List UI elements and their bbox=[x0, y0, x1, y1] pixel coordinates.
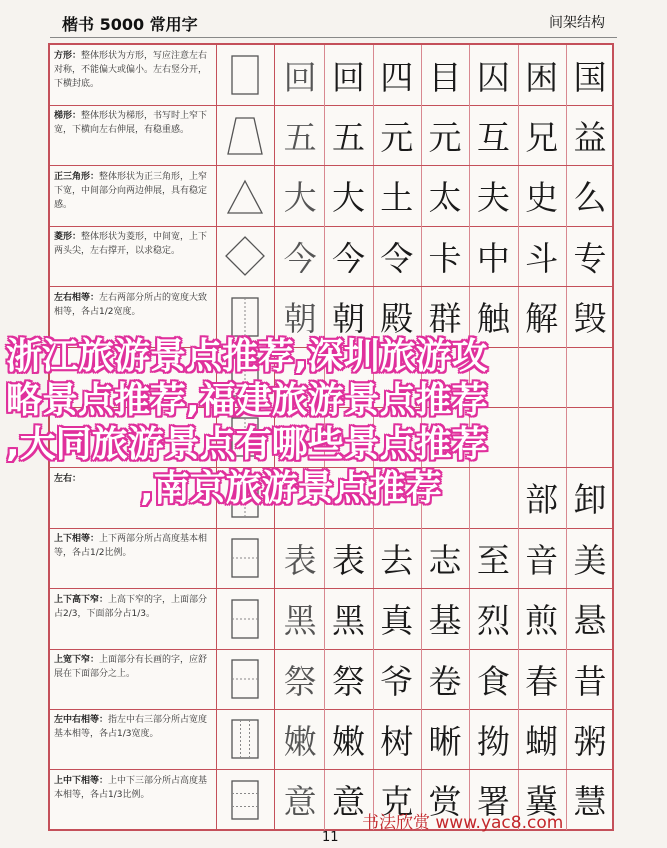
char-cell: 朝 bbox=[283, 299, 317, 339]
grid-row bbox=[50, 528, 612, 589]
overlay-line-4: ,南京旅游景点推荐 bbox=[140, 468, 442, 509]
diamond-shape-icon bbox=[220, 231, 270, 281]
row-label: 左右： bbox=[54, 473, 82, 484]
char-cell: 朝 bbox=[331, 299, 365, 339]
column-divider bbox=[274, 649, 275, 709]
row-description bbox=[54, 593, 212, 621]
row-desc-text: 上高下窄的字，上面部分占2/3，下面部分占1/3。 bbox=[54, 594, 208, 619]
row-description bbox=[54, 653, 212, 681]
row-description bbox=[54, 230, 212, 258]
row-desc-text: 整体形状为正三角形，上窄下宽，中间部分向两边伸展，具有稳定感。 bbox=[54, 171, 208, 210]
column-divider bbox=[216, 649, 217, 709]
char-cell: 么 bbox=[573, 178, 607, 218]
split-tb-shape-icon bbox=[220, 594, 270, 644]
char-cell: 殿 bbox=[380, 299, 414, 339]
row-label: 上中下相等： bbox=[54, 775, 109, 786]
char-cell: 黑 bbox=[283, 601, 317, 641]
row-desc-text: 左右两部分所占的宽度大致相等，各占1/2宽度。 bbox=[54, 292, 208, 317]
column-divider bbox=[274, 166, 275, 226]
char-cell: 五 bbox=[283, 117, 317, 157]
char-cell: 回 bbox=[331, 57, 365, 97]
page-header-title: 楷书 5000 常用字 bbox=[62, 15, 198, 34]
row-label: 菱形： bbox=[54, 232, 82, 243]
char-cell: 元 bbox=[428, 117, 462, 157]
row-label: 上下相等： bbox=[54, 534, 100, 545]
column-divider bbox=[274, 770, 275, 830]
column-divider bbox=[216, 226, 217, 286]
char-cell: 意 bbox=[331, 782, 365, 822]
char-cell: 粥 bbox=[573, 721, 607, 761]
char-cell: 互 bbox=[476, 117, 510, 157]
row-description bbox=[54, 170, 212, 212]
row-label: 方形： bbox=[54, 51, 82, 61]
char-cell: 悬 bbox=[573, 601, 607, 641]
char-cell: 元 bbox=[380, 117, 414, 157]
column-divider bbox=[274, 45, 275, 105]
char-cell: 拗 bbox=[476, 721, 510, 761]
column-divider bbox=[216, 770, 217, 830]
char-cell: 四 bbox=[380, 57, 414, 97]
grid-row bbox=[50, 166, 612, 227]
column-divider bbox=[274, 528, 275, 588]
row-label: 正三角形： bbox=[54, 171, 100, 182]
grid-row bbox=[50, 649, 612, 710]
char-cell: 去 bbox=[380, 540, 414, 580]
char-cell: 卸 bbox=[573, 480, 607, 520]
char-cell: 至 bbox=[476, 540, 510, 580]
char-cell: 卷 bbox=[428, 661, 462, 701]
overlay-line-3: ,大同旅游景点有哪些景点推荐 bbox=[6, 424, 488, 465]
char-cell: 五 bbox=[331, 117, 365, 157]
char-cell: 土 bbox=[380, 178, 414, 218]
char-cell: 部 bbox=[525, 480, 559, 520]
char-cell: 真 bbox=[380, 601, 414, 641]
column-divider bbox=[216, 166, 217, 226]
split-tb-shape-icon bbox=[220, 533, 270, 583]
column-divider bbox=[216, 105, 217, 165]
page-number: 11 bbox=[322, 830, 339, 845]
char-cell: 群 bbox=[428, 299, 462, 339]
row-description bbox=[54, 774, 212, 802]
row-desc-text: 上面部分有长画的字，应舒展在下面部分之上。 bbox=[54, 655, 208, 679]
column-divider bbox=[274, 105, 275, 165]
char-cell: 卡 bbox=[428, 238, 462, 278]
overlay-line-1: 浙江旅游景点推荐,深圳旅游攻 bbox=[6, 336, 488, 377]
watermark-text: 书法欣赏 www.yac8.com bbox=[362, 813, 564, 833]
char-cell: 春 bbox=[525, 661, 559, 701]
char-cell: 蝴 bbox=[525, 721, 559, 761]
column-divider bbox=[216, 45, 217, 105]
char-cell: 触 bbox=[476, 299, 510, 339]
char-cell: 克 bbox=[380, 782, 414, 822]
row-desc-text: 整体形状为梯形，书写时上窄下宽，下横向左右伸展，有稳重感。 bbox=[54, 111, 208, 136]
char-cell: 赏 bbox=[428, 782, 462, 822]
char-cell: 祭 bbox=[283, 661, 317, 701]
char-cell: 大 bbox=[283, 178, 317, 218]
char-cell: 慧 bbox=[573, 782, 607, 822]
char-cell: 晰 bbox=[428, 721, 462, 761]
char-cell: 表 bbox=[331, 540, 365, 580]
row-label: 左中右相等： bbox=[54, 715, 109, 726]
grid-row bbox=[50, 709, 612, 770]
char-cell: 大 bbox=[331, 178, 365, 218]
split-3-shape-icon bbox=[220, 714, 270, 764]
grid-row bbox=[50, 45, 612, 106]
split-tb-shape-icon bbox=[220, 654, 270, 704]
char-cell: 囚 bbox=[476, 57, 510, 97]
char-cell: 烈 bbox=[476, 601, 510, 641]
char-cell: 兄 bbox=[525, 117, 559, 157]
char-cell: 目 bbox=[428, 57, 462, 97]
char-cell: 音 bbox=[525, 540, 559, 580]
overlay-headline bbox=[0, 335, 667, 511]
grid-row bbox=[50, 589, 612, 650]
char-cell: 困 bbox=[525, 57, 559, 97]
char-cell: 专 bbox=[573, 238, 607, 278]
column-divider bbox=[274, 589, 275, 649]
char-cell: 爷 bbox=[380, 661, 414, 701]
char-cell: 昔 bbox=[573, 661, 607, 701]
char-cell: 史 bbox=[525, 178, 559, 218]
char-cell: 斗 bbox=[525, 238, 559, 278]
char-cell: 今 bbox=[331, 238, 365, 278]
row-description bbox=[54, 532, 212, 560]
row-label: 上下高下窄： bbox=[54, 594, 109, 605]
row-label: 梯形： bbox=[54, 111, 82, 122]
split-3tb-shape-icon bbox=[220, 775, 270, 825]
grid-row bbox=[50, 226, 612, 287]
grid-row bbox=[50, 105, 612, 166]
row-desc-text: 整体形状为方形，写应注意左右对称，不能偏大或偏小。左右竖分开，下横封底。 bbox=[54, 51, 208, 89]
column-divider bbox=[216, 528, 217, 588]
row-description bbox=[54, 109, 212, 137]
char-cell: 煎 bbox=[525, 601, 559, 641]
char-cell: 美 bbox=[573, 540, 607, 580]
column-divider bbox=[216, 589, 217, 649]
char-cell: 嫩 bbox=[331, 721, 365, 761]
char-cell: 食 bbox=[476, 661, 510, 701]
char-cell: 志 bbox=[428, 540, 462, 580]
char-cell: 今 bbox=[283, 238, 317, 278]
page-header-section: 间架结构 bbox=[549, 15, 605, 31]
char-cell: 表 bbox=[283, 540, 317, 580]
char-cell: 国 bbox=[573, 57, 607, 97]
overlay-line-2: 略景点推荐,福建旅游景点推荐 bbox=[6, 380, 488, 421]
square-shape-icon bbox=[220, 50, 270, 100]
row-description bbox=[54, 49, 212, 91]
row-label: 左右相等： bbox=[54, 292, 100, 303]
row-desc-text: 上下两部分所占高度基本相等，各占1/2比例。 bbox=[54, 534, 208, 559]
char-cell: 冀 bbox=[525, 782, 559, 822]
char-cell: 毁 bbox=[573, 299, 607, 339]
row-desc-text: 上中下三部分所占高度基本相等，各占1/3比例。 bbox=[54, 775, 208, 800]
char-cell: 中 bbox=[476, 238, 510, 278]
column-divider bbox=[274, 226, 275, 286]
trapezoid-shape-icon bbox=[220, 110, 270, 160]
char-cell: 太 bbox=[428, 178, 462, 218]
triangle-shape-icon bbox=[220, 171, 270, 221]
header-divider bbox=[50, 37, 617, 38]
char-cell: 基 bbox=[428, 601, 462, 641]
char-cell: 署 bbox=[476, 782, 510, 822]
row-label: 上宽下窄： bbox=[54, 655, 100, 665]
column-divider bbox=[216, 709, 217, 769]
column-divider bbox=[274, 709, 275, 769]
char-cell: 树 bbox=[380, 721, 414, 761]
char-cell: 嫩 bbox=[283, 721, 317, 761]
char-cell: 回 bbox=[283, 57, 317, 97]
char-cell: 祭 bbox=[331, 661, 365, 701]
char-cell: 意 bbox=[283, 782, 317, 822]
row-desc-text: 指左中右三部分所占宽度基本相等，各占1/3宽度。 bbox=[54, 715, 208, 740]
char-cell: 解 bbox=[525, 299, 559, 339]
row-description bbox=[54, 713, 212, 741]
row-desc-text: 整体形状为菱形，中间宽，上下两头尖，左右撑开，以求稳定。 bbox=[54, 232, 208, 257]
char-cell: 益 bbox=[573, 117, 607, 157]
char-cell: 令 bbox=[380, 238, 414, 278]
row-description bbox=[54, 291, 212, 319]
char-cell: 夫 bbox=[476, 178, 510, 218]
char-cell: 黑 bbox=[331, 601, 365, 641]
